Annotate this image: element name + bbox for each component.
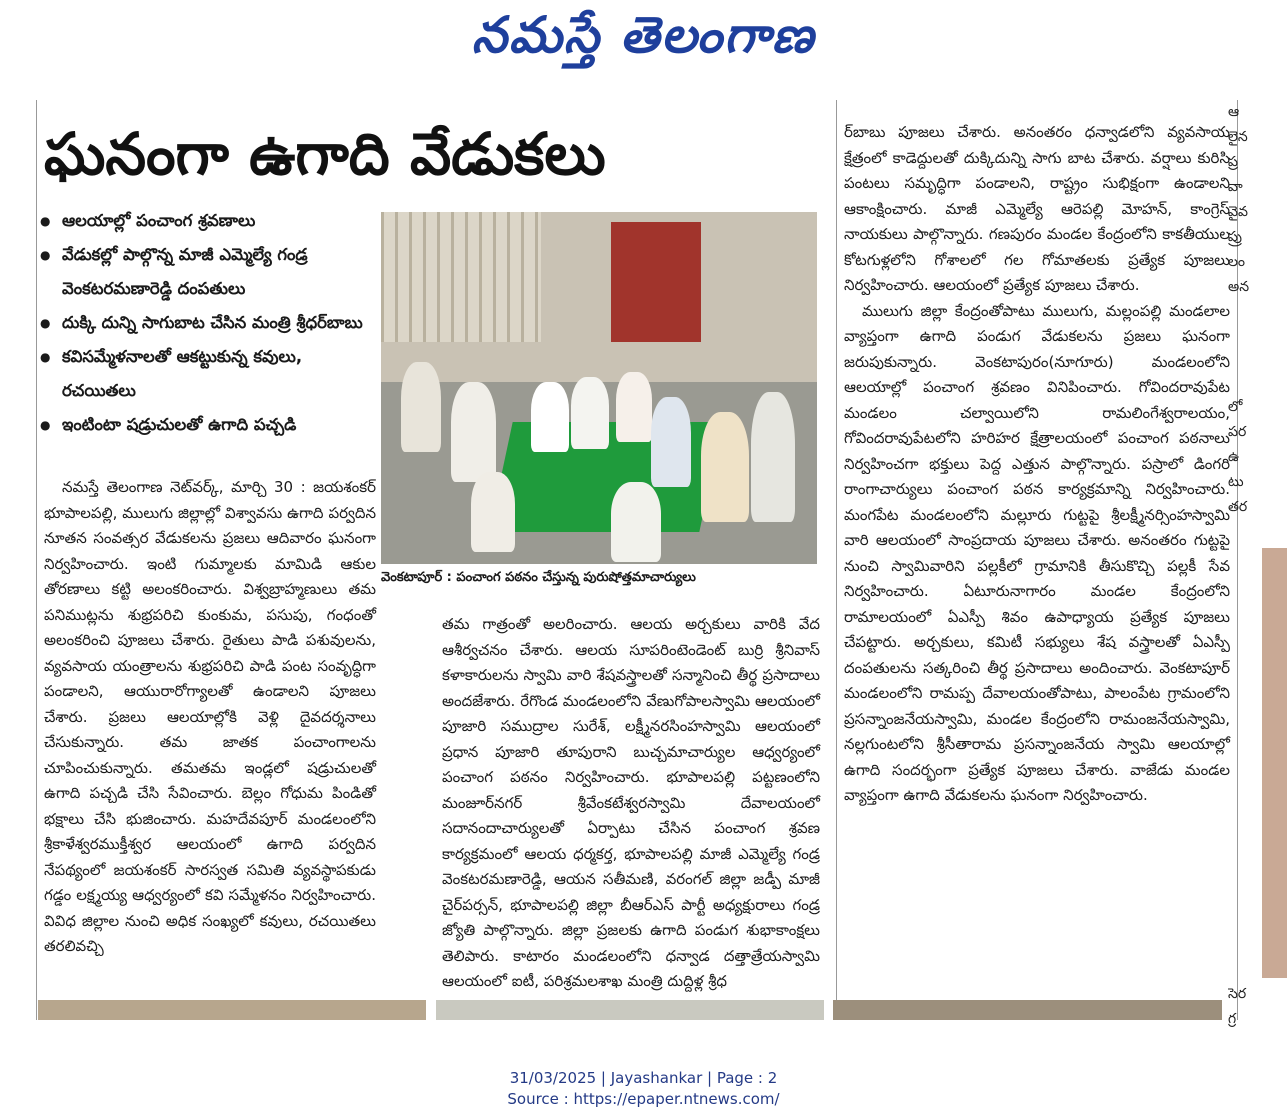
footer-source-link[interactable]: Source : https://epaper.ntnews.com/: [507, 1090, 780, 1108]
article-photo: [381, 212, 817, 564]
column-rule-right: [836, 100, 837, 1020]
article-paragraph: నమస్తే తెలంగాణ నెట్‌వర్క్, మార్చి 30 : జయశంకర్ భూపాలపల్లి, ములుగు జిల్లాల్లో విశ్వావసు ఉగాది పర్వదిన నూతన సంవత్సర వేడుకలను ప్రజలు ఆదివారం ఘనంగా నిర్వహించారు. ఇంటి గుమ్మాలకు మామిడి ఆకుల తోరణాలు కట్టి అలంకరించారు. విశ్వబ్రాహ్మణులు తమ పనిముట్లను శుభ్రపరిచి కుంకుమ, పసుపు, గంధంతో అలంకరించి పూజలు చేశారు. రైతులు పాడి పశువులను, వ్యవసాయ యంత్రాలను శుభ్రపరిచి పాడి పంట సంవృద్ధిగా పండాలని, ఆయురారోగ్యాలతో ఉండాలని పూజలు చేశారు. ప్రజలు ఆలయాల్లోకి వెళ్లి దైవదర్శనాలు చేసుకున్నారు. తమ జాతక పంచాంగాలను చూపించుకున్నారు. తమతమ ఇండ్లలో షడ్రుచులతో ఉగాది పచ్చడి చేసి సేవించారు. బెల్లం గోధుమ పిండితో భక్షాలు చేసి భుజించారు. మహదేవపూర్ మండలంలోని శ్రీకాళేశ్వరముక్తీశ్వర ఆలయంలో ఉగాది పర్వదిన నేపథ్యంలో జయశంకర్ సారస్వత సమితి వ్యవస్థాపకుడు గడ్డం లక్ష్మయ్య ఆధ్వర్యంలో కవి సమ్మేళనం నిర్వహించారు. వివిధ జిల్లాల నుంచి అధిక సంఖ్యలో కవులు, రచయితలు తరలివచ్చి: [44, 478, 376, 955]
adjacent-article-top: ఆ లైన ప్ర వా వైవ ప్రు లం అన: [1228, 104, 1250, 295]
masthead: [0, 0, 1287, 85]
highlight-item: ● కవిసమ్మేళనాలతో ఆకట్టుకున్న కవులు, రచయితలు: [36, 340, 376, 408]
bottom-photo-3: [833, 1000, 1222, 1020]
adjacent-article-middle: లో పర ఉ టు తర: [1228, 399, 1248, 515]
page-footer: [0, 1068, 1287, 1110]
article-column-2: [442, 612, 820, 995]
article-column-1: [44, 475, 376, 960]
article-paragraph: ర్‌బాబు పూజలు చేశారు. అనంతరం ధన్వాడలోని వ్యవసాయ క్షేత్రంలో కాడెద్దులతో దుక్కిదున్ని సాగు బాట చేశారు. వర్షాలు కురిసి పంటలు సమృద్ధిగా పండాలని, రాష్ట్రం సుభిక్షంగా ఉండాలని ఆకాంక్షించారు. మాజీ ఎమ్మెల్యే ఆరెపల్లి మోహన్, కాంగ్రెస్ నాయకులు పాల్గొన్నారు. గణపురం మండల కేంద్రంలోని కాకతీయుల కోటగుళ్లలోని గోశాలలో గల గోమాతలకు ప్రత్యేక పూజలు నిర్వహించారు. ఆలయంలో ప్రత్యేక పూజలు చేశారు.: [844, 123, 1230, 294]
highlight-item: ● దుక్కి దున్ని సాగుబాట చేసిన మంత్రి శ్రీధర్‌బాబు: [36, 306, 376, 340]
newspaper-page: [36, 100, 1287, 1020]
highlight-item: ● వేడుకల్లో పాల్గొన్న మాజీ ఎమ్మెల్యే గండ్ర వెంకటరమణారెడ్డి దంపతులు: [36, 238, 376, 306]
newspaper-logo: నమస్తే తెలంగాణ: [471, 6, 816, 64]
highlight-item: ● ఆలయాల్లో పంచాంగ శ్రవణాలు: [36, 204, 376, 238]
bottom-photo-1: [38, 1000, 426, 1020]
footer-edition-info: 31/03/2025 | Jayashankar | Page : 2: [509, 1069, 778, 1087]
article-headline: ఘనంగా ఉగాది వేడుకలు: [44, 120, 606, 188]
adjacent-article-bottom: సెర గ్ర: [1228, 986, 1247, 1027]
adjacent-photo: [1262, 548, 1287, 978]
bottom-photo-2: [436, 1000, 824, 1020]
highlight-item: ● ఇంటింటా షడ్రుచులతో ఉగాది పచ్చడి: [36, 408, 376, 442]
article-paragraph: తమ గాత్రంతో అలరించారు. ఆలయ అర్చకులు వారికి వేద ఆశీర్వచనం చేశారు. ఆలయ సూపరింటెండెంట్ బుర్రి శ్రీనివాస్ కళాకారులను స్వామి వారి శేషవస్త్రాలతో సన్మానించి తీర్థ ప్రసాదాలు అందజేశారు. రేగొండ మండలంలోని వేణుగోపాలస్వామి ఆలయంలో పూజారి సముద్రాల సురేశ్, లక్ష్మీనరసింహస్వామి ఆలయంలో ప్రధాన పూజారి తూపురాని బుచ్చమాచార్యుల ఆధ్వర్యంలో పంచాంగ పఠనం నిర్వహించారు. భూపాలపల్లి పట్టణంలోని మంజూర్‌నగర్ శ్రీవేంకటేశ్వరస్వామి దేవాలయంలో సదానందాచార్యులతో ఏర్పాటు చేసిన పంచాంగ శ్రవణ కార్యక్రమంలో ఆలయ ధర్మకర్త, భూపాలపల్లి మాజీ ఎమ్మెల్యే గండ్ర వెంకటరమణారెడ్డి, ఆయన సతీమణి, వరంగల్ జిల్లా జడ్పీ మాజీ చైర్‌పర్సన్, భూపాలపల్లి జిల్లా బీఆర్‌ఎస్ పార్టీ అధ్యక్షురాలు గండ్ర జ్యోతి పాల్గొన్నారు. జిల్లా ప్రజలకు ఉగాది పండుగ శుభాకాంక్షలు తెలిపారు. కాటారం మండలంలోని ధన్వాడ దత్తాత్రేయస్వామి ఆలయంలో ఐటీ, పరిశ్రమలశాఖ మంత్రి దుద్దిళ్ల శ్రీధ: [442, 615, 820, 990]
article-paragraph: ములుగు జిల్లా కేంద్రంతోపాటు ములుగు, మల్లంపల్లి మండలాల వ్యాప్తంగా ఉగాది పండుగ వేడుకలను ప్రజలు ఘనంగా జరుపుకున్నారు. వెంకటాపురం(నూగూరు) మండలంలోని ఆలయాల్లో పంచాంగ శ్రవణం వినిపించారు. గోవిందరావుపేట మండలం చల్వాయిలోని రామలింగేశ్వరాలయం, గోవిందరావుపేటలోని హరిహర క్షేత్రాలయంలో పంచాంగ పఠనాలు నిర్వహించగా భక్తులు పెద్ద ఎత్తున పాల్గొన్నారు. పస్రాలో డింగరి రాంగాచార్యులు పంచాంగ పఠన కార్యక్రమాన్ని నిర్వహించారు. మంగపేట మండలంలోని మల్లూరు గుట్టపై శ్రీలక్ష్మీనర్సింహస్వామి వారి ఆలయంలో సాంప్రదాయ పూజలు చేశారు. అనంతరం గుట్టపై నుంచి స్వామివారిని పల్లకీలో గ్రామానికి తీసుకొచ్చి పల్లకీ సేవ నిర్వహించారు. ఏటూరునాగారం మండల కేంద్రంలోని రామాలయంలో ఏఎస్పీ శివం ఉపాధ్యాయ ప్రత్యేక పూజలు చేపట్టారు. అర్చకులు, కమిటీ సభ్యులు శేష వస్త్రాలతో ఏఎస్పీ దంపతులను సత్కరించి తీర్థ ప్రసాదాలు అందించారు. వెంకటాపూర్ మండలంలోని రామప్ప దేవాలయంతోపాటు, పాలంపేట గ్రామంలోని ప్రసన్నాంజనేయస్వామి, మండల కేంద్రంలోని రామంజనేయస్వామి, నల్లగుంటలోని శ్రీసీతారామ ప్రసన్నాంజనేయ స్వామి ఆలయాల్లో ఉగాది సందర్భంగా ప్రత్యేక పూజలు చేశారు. వాజేడు మండల వ్యాప్తంగా ఉగాది వేడుకలను ఘనంగా నిర్వహించారు.: [844, 301, 1230, 804]
article-column-3: [844, 120, 1230, 809]
highlights-list: [36, 204, 376, 442]
photo-caption: వెంకటాపూర్ : పంచాంగ పఠనం చేస్తున్న పురుషోత్తమాచార్యులు: [381, 570, 696, 585]
